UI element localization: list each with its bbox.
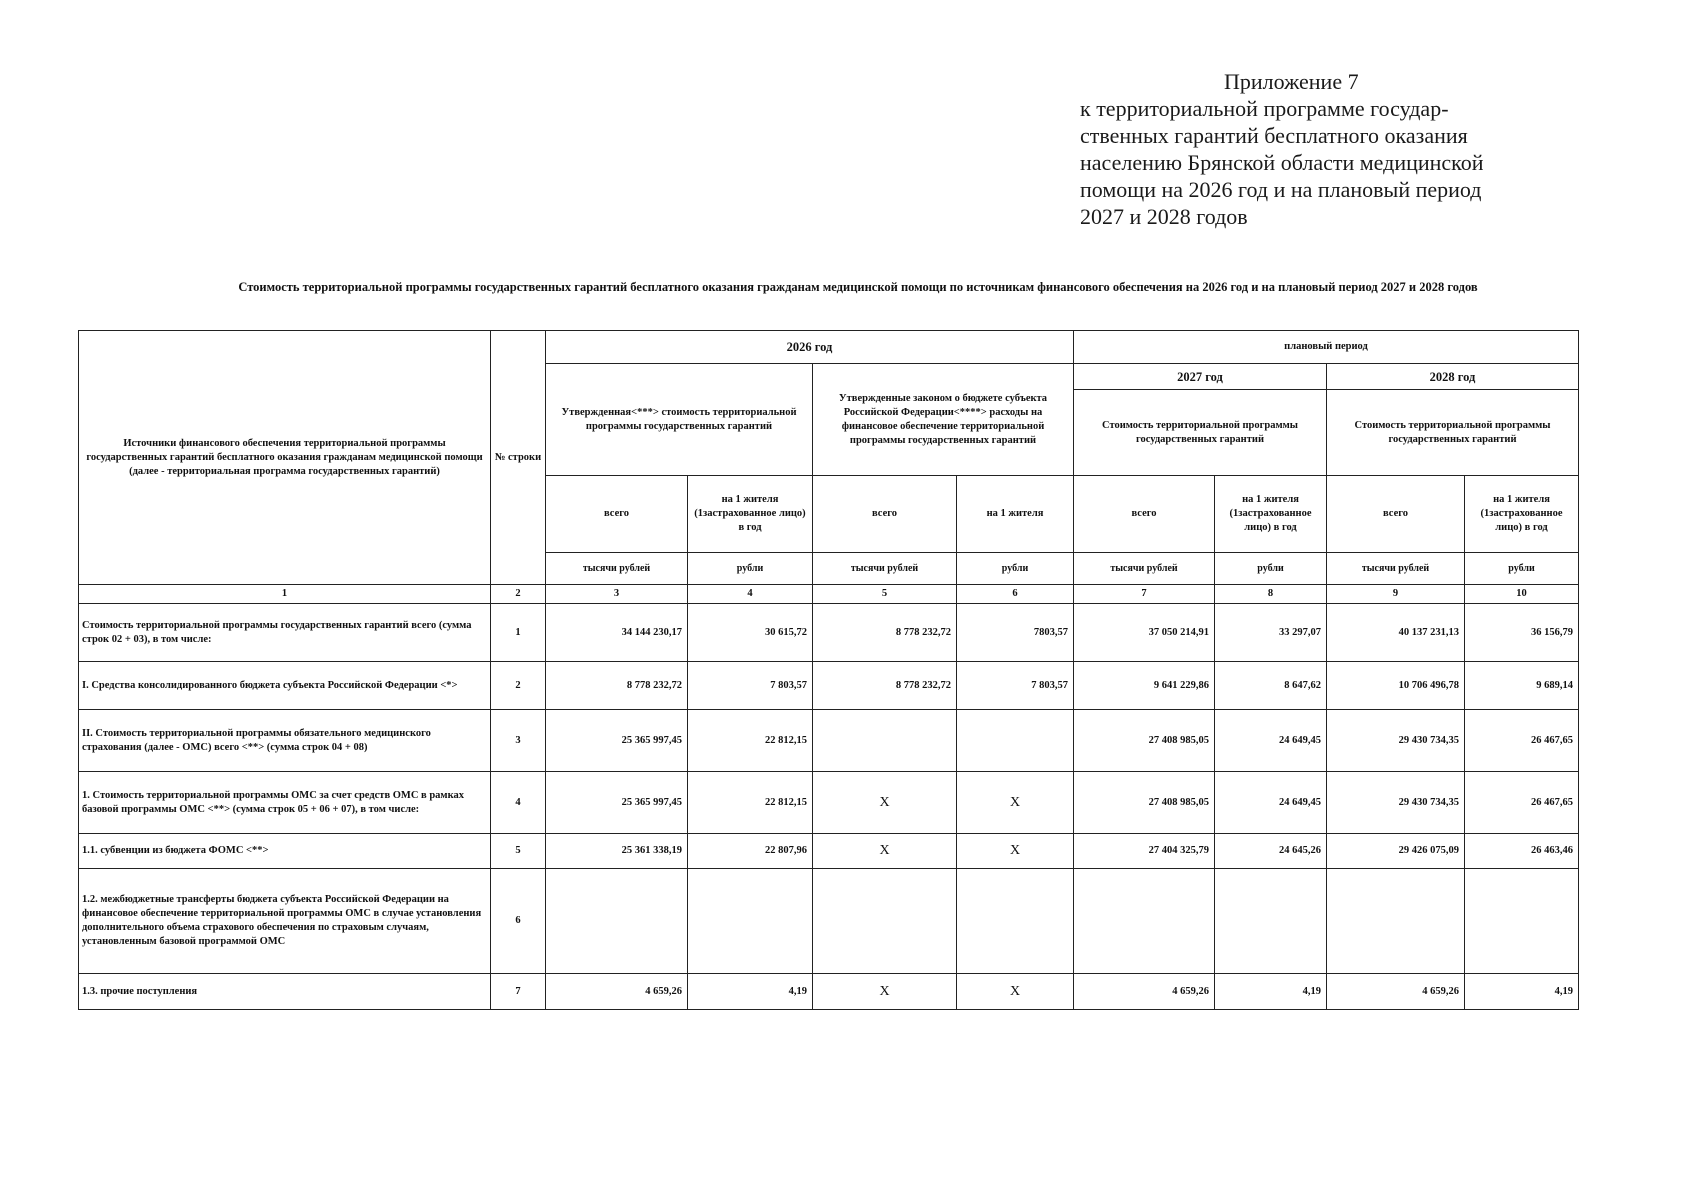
value-cell: 24 645,26 xyxy=(1215,834,1327,869)
value-cell: 29 430 734,35 xyxy=(1327,772,1465,834)
header-source: Источники финансового обеспечения территориальной программы государственных гарантий бесплатного оказания гражданам медицинской помощи (далее - территориальная программа государственных гарантий) xyxy=(79,331,491,585)
table-row xyxy=(79,772,1579,834)
table-row xyxy=(79,869,1579,974)
value-cell xyxy=(1215,869,1327,974)
header-total: всего xyxy=(1327,476,1465,553)
value-cell: 7803,57 xyxy=(957,604,1074,662)
x-mark-cell: X xyxy=(813,834,957,869)
column-number: 9 xyxy=(1327,585,1465,604)
header-year-2026: 2026 год xyxy=(546,331,1074,364)
x-mark-cell: X xyxy=(813,772,957,834)
value-cell: 40 137 231,13 xyxy=(1327,604,1465,662)
value-cell: 4 659,26 xyxy=(1327,974,1465,1010)
value-cell: 25 365 997,45 xyxy=(546,710,688,772)
header-per-insured: на 1 жителя (1застрахованное лицо) в год xyxy=(1215,476,1327,553)
unit-cell: тысячи рублей xyxy=(1327,553,1465,585)
value-cell: 4 659,26 xyxy=(1074,974,1215,1010)
column-number: 6 xyxy=(957,585,1074,604)
appendix-line: помощи на 2026 год и на плановый период xyxy=(1080,177,1482,202)
value-cell xyxy=(813,869,957,974)
value-cell xyxy=(957,869,1074,974)
unit-cell: тысячи рублей xyxy=(546,553,688,585)
value-cell: 26 463,46 xyxy=(1465,834,1579,869)
value-cell: 9 641 229,86 xyxy=(1074,662,1215,710)
header-year-2027: 2027 год xyxy=(1074,364,1327,390)
header-year-2028: 2028 год xyxy=(1327,364,1579,390)
table-row xyxy=(79,662,1579,710)
value-cell xyxy=(688,869,813,974)
row-number: 3 xyxy=(491,710,546,772)
value-cell: 24 649,45 xyxy=(1215,710,1327,772)
appendix-line: ственных гарантий бесплатного оказания xyxy=(1080,123,1468,148)
row-label: Стоимость территориальной программы государственных гарантий всего (сумма строк 02 + 03), в том числе: xyxy=(79,604,491,662)
value-cell: 37 050 214,91 xyxy=(1074,604,1215,662)
table-row xyxy=(79,604,1579,662)
appendix-title: Приложение 7 xyxy=(1224,69,1359,94)
unit-cell: тысячи рублей xyxy=(1074,553,1215,585)
value-cell: 8 647,62 xyxy=(1215,662,1327,710)
row-number: 1 xyxy=(491,604,546,662)
header-approved-cost: Утвержденная<***> стоимость территориальной программы государственных гарантий xyxy=(546,364,813,476)
appendix-line: 2027 и 2028 годов xyxy=(1080,204,1248,229)
value-cell: 8 778 232,72 xyxy=(546,662,688,710)
value-cell xyxy=(957,710,1074,772)
row-number: 4 xyxy=(491,772,546,834)
value-cell: 24 649,45 xyxy=(1215,772,1327,834)
column-number: 7 xyxy=(1074,585,1215,604)
appendix-line: к территориальной программе государ- xyxy=(1080,96,1449,121)
value-cell: 26 467,65 xyxy=(1465,772,1579,834)
row-label: 1. Стоимость территориальной программы ОМС за счет средств ОМС в рамках базовой программы ОМС <**> (сумма строк 05 + 06 + 07), в том числе: xyxy=(79,772,491,834)
value-cell: 33 297,07 xyxy=(1215,604,1327,662)
table-row xyxy=(79,710,1579,772)
column-number: 1 xyxy=(79,585,491,604)
value-cell: 7 803,57 xyxy=(957,662,1074,710)
appendix-block xyxy=(1080,68,1640,230)
header-total: всего xyxy=(546,476,688,553)
x-mark-cell: X xyxy=(813,974,957,1010)
header-total: всего xyxy=(1074,476,1215,553)
x-mark-cell: X xyxy=(957,834,1074,869)
value-cell: 34 144 230,17 xyxy=(546,604,688,662)
financing-table xyxy=(78,330,1579,1010)
row-number: 5 xyxy=(491,834,546,869)
value-cell: 22 807,96 xyxy=(688,834,813,869)
value-cell: 26 467,65 xyxy=(1465,710,1579,772)
unit-cell: рубли xyxy=(1465,553,1579,585)
value-cell xyxy=(1465,869,1579,974)
value-cell: 29 430 734,35 xyxy=(1327,710,1465,772)
column-number: 10 xyxy=(1465,585,1579,604)
value-cell: 4,19 xyxy=(688,974,813,1010)
x-mark-cell: X xyxy=(957,772,1074,834)
value-cell: 25 361 338,19 xyxy=(546,834,688,869)
value-cell: 4 659,26 xyxy=(546,974,688,1010)
value-cell: 22 812,15 xyxy=(688,710,813,772)
value-cell: 7 803,57 xyxy=(688,662,813,710)
header-cost-2028: Стоимость территориальной программы государственных гарантий xyxy=(1327,390,1579,476)
row-number: 2 xyxy=(491,662,546,710)
row-label: II. Стоимость территориальной программы обязательного медицинского страхования (далее - ОМС) всего <**> (сумма строк 04 + 08) xyxy=(79,710,491,772)
header-cost-2027: Стоимость территориальной программы государственных гарантий xyxy=(1074,390,1327,476)
header-per-resident: на 1 жителя xyxy=(957,476,1074,553)
value-cell: 4,19 xyxy=(1465,974,1579,1010)
value-cell: 22 812,15 xyxy=(688,772,813,834)
unit-cell: рубли xyxy=(688,553,813,585)
row-number: 6 xyxy=(491,869,546,974)
column-number: 4 xyxy=(688,585,813,604)
value-cell xyxy=(1327,869,1465,974)
value-cell: 9 689,14 xyxy=(1465,662,1579,710)
value-cell xyxy=(1074,869,1215,974)
row-label: 1.3. прочие поступления xyxy=(79,974,491,1010)
unit-cell: рубли xyxy=(957,553,1074,585)
x-mark-cell: X xyxy=(957,974,1074,1010)
table-row xyxy=(79,834,1579,869)
header-planned-period: плановый период xyxy=(1074,331,1579,364)
column-number: 2 xyxy=(491,585,546,604)
header-per-insured: на 1 жителя (1застрахованное лицо) в год xyxy=(688,476,813,553)
value-cell: 29 426 075,09 xyxy=(1327,834,1465,869)
header-row-no: № строки xyxy=(491,331,546,585)
column-number: 5 xyxy=(813,585,957,604)
row-label: I. Средства консолидированного бюджета субъекта Российской Федерации <*> xyxy=(79,662,491,710)
table-row xyxy=(79,974,1579,1010)
value-cell: 4,19 xyxy=(1215,974,1327,1010)
unit-cell: тысячи рублей xyxy=(813,553,957,585)
row-number: 7 xyxy=(491,974,546,1010)
value-cell: 27 408 985,05 xyxy=(1074,772,1215,834)
value-cell: 27 404 325,79 xyxy=(1074,834,1215,869)
value-cell: 8 778 232,72 xyxy=(813,662,957,710)
value-cell xyxy=(546,869,688,974)
column-number: 8 xyxy=(1215,585,1327,604)
value-cell xyxy=(813,710,957,772)
header-per-insured: на 1 жителя (1застрахованное лицо) в год xyxy=(1465,476,1579,553)
row-label: 1.1. субвенции из бюджета ФОМС <**> xyxy=(79,834,491,869)
appendix-line: населению Брянской области медицинской xyxy=(1080,150,1484,175)
value-cell: 27 408 985,05 xyxy=(1074,710,1215,772)
header-total: всего xyxy=(813,476,957,553)
unit-cell: рубли xyxy=(1215,553,1327,585)
row-label: 1.2. межбюджетные трансферты бюджета субъекта Российской Федерации на финансовое обеспечение территориальной программы ОМС в случае установления дополнительного объема страхового обеспечения по страховым случаям, установленным базовой программой ОМС xyxy=(79,869,491,974)
value-cell: 10 706 496,78 xyxy=(1327,662,1465,710)
value-cell: 25 365 997,45 xyxy=(546,772,688,834)
header-approved-law: Утвержденные законом о бюджете субъекта Российской Федерации<****> расходы на финансовое обеспечение территориальной программы государственных гарантий xyxy=(813,364,1074,476)
column-number: 3 xyxy=(546,585,688,604)
value-cell: 36 156,79 xyxy=(1465,604,1579,662)
value-cell: 30 615,72 xyxy=(688,604,813,662)
document-title: Стоимость территориальной программы государственных гарантий бесплатного оказания гражданам медицинской помощи по источникам финансового обеспечения на 2026 год и на плановый период 2027 и 2028 годов xyxy=(238,280,1478,294)
value-cell: 8 778 232,72 xyxy=(813,604,957,662)
